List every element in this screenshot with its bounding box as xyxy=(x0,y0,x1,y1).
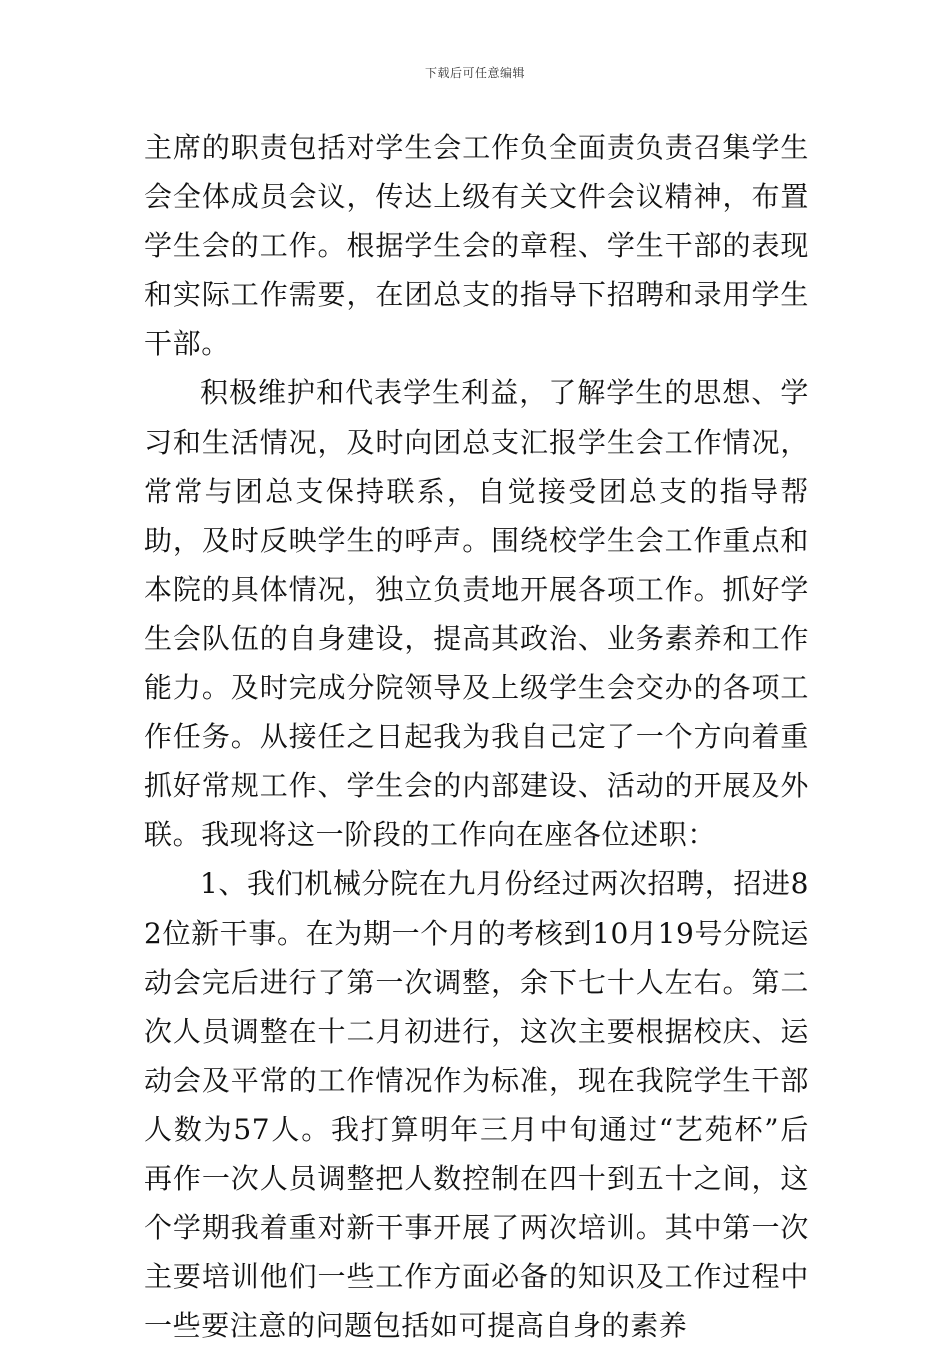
page-header: 下载后可任意编辑 xyxy=(424,66,525,80)
paragraph-2: 积极维护和代表学生利益，了解学生的思想、学习和生活情况，及时向团总支汇报学生会工作情况，常常与团总支保持联系，自觉接受团总支的指导帮助，及时反映学生的呼声。围绕校学生会工作重点和本院的具体情况，独立负责地开展各项工作。抓好学生会队伍的自身建设，提高其政治、业务素养和工作能力。及时完成分院领导及上级学生会交办的各项工作任务。从接任之日起我为我自己定了一个方向着重抓好常规工作、学生会的内部建设、活动的开展及外联。我现将这一阶段的工作向在座各位述职： xyxy=(144,376,809,852)
document-body xyxy=(144,123,809,1350)
paragraph-1: 主席的职责包括对学生会工作负全面责负责召集学生会全体成员会议，传达上级有关文件会议精神，布置学生会的工作。根据学生会的章程、学生干部的表现和实际工作需要，在团总支的指导下招聘和录用学生干部。 xyxy=(144,131,809,361)
paragraph-3: 1、我们机械分院在九月份经过两次招聘，招进82位新干事。在为期一个月的考核到10月19号分院运动会完后进行了第一次调整，余下七十人左右。第二次人员调整在十二月初进行，这次主要根据校庆、运动会及平常的工作情况作为标准，现在我院学生干部人数为57人。我打算明年三月中旬通过“艺苑杯”后再作一次人员调整把人数控制在四十到五十之间，这个学期我着重对新干事开展了两次培训。其中第一次主要培训他们一些工作方面必备的知识及工作过程中一些要注意的问题包括如可提高自身的素养 xyxy=(144,867,809,1343)
